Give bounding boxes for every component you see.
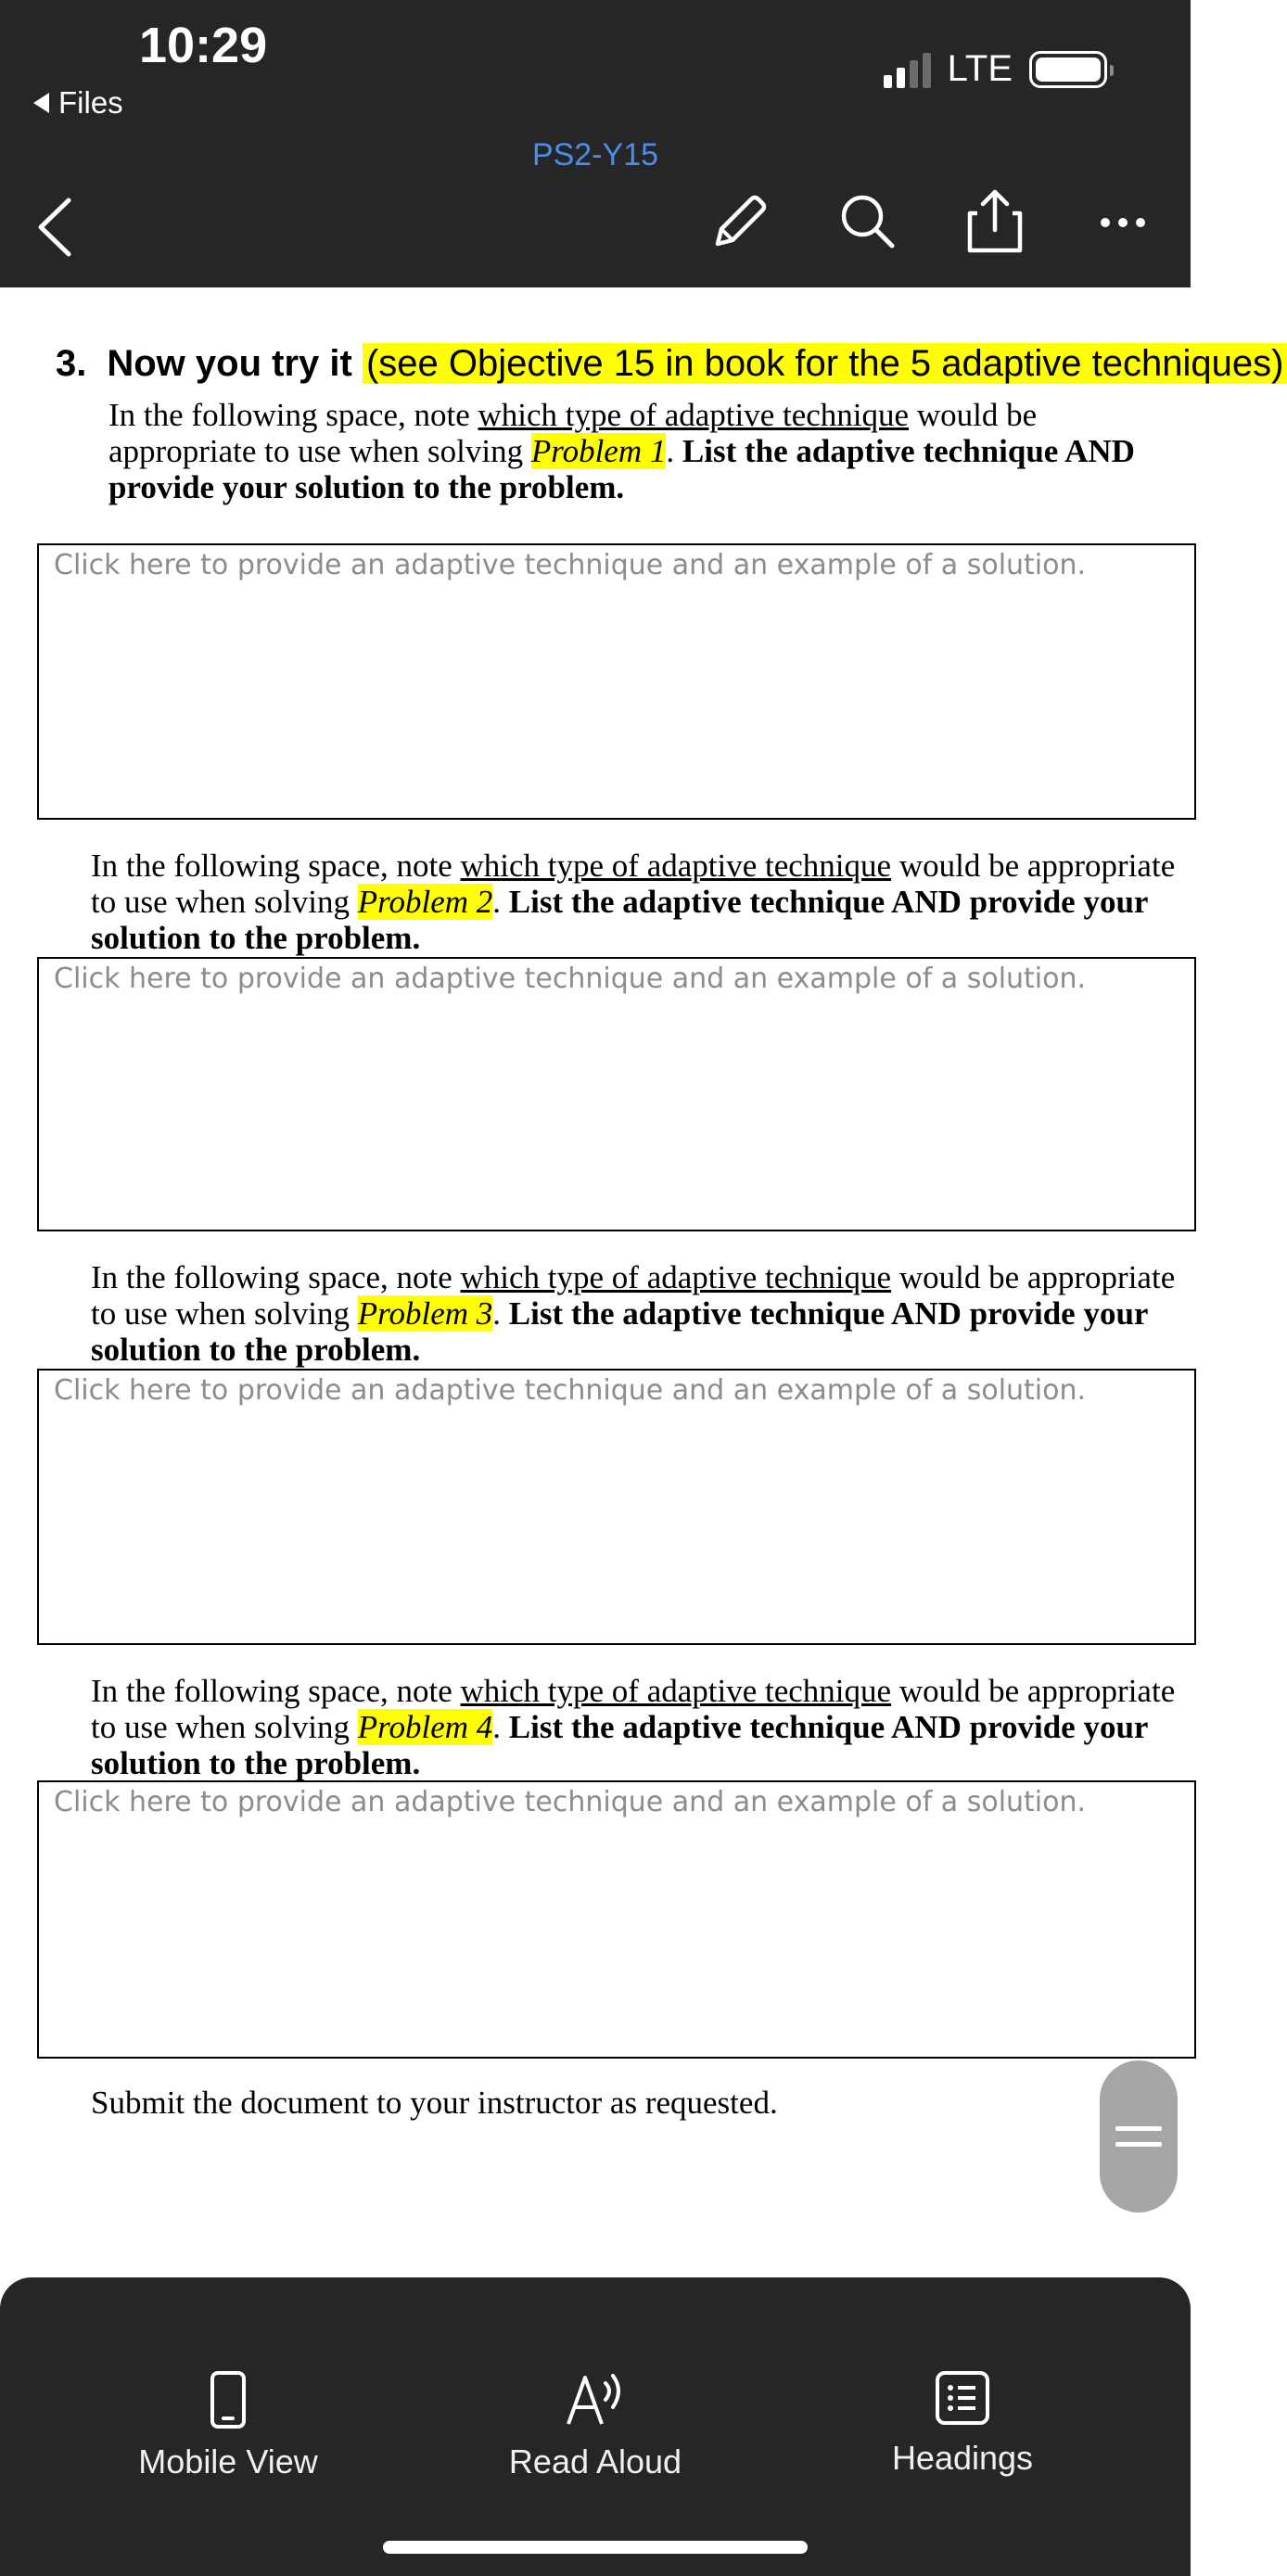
document-page	[0, 287, 1284, 2281]
read-aloud-icon	[563, 2370, 628, 2429]
headings-label: Headings	[891, 2439, 1034, 2477]
prompt-paragraph: In the following space, note which type of adaptive technique would be appropriate to use when solving Problem 2. List the adaptive technique AND provide your solution to the problem.	[91, 848, 1176, 956]
prompt-paragraph: In the following space, note which type of adaptive technique would be appropriate to use when solving Problem 1. List the adaptive technique AND provide your solution to the problem.	[108, 397, 1135, 505]
mobile-view-button[interactable]	[80, 2370, 376, 2481]
bottom-toolbar	[0, 2277, 1191, 2576]
phone-icon	[210, 2370, 247, 2429]
prompt-paragraph: In the following space, note which type of adaptive technique would be appropriate to use when solving Problem 3. List the adaptive technique AND provide your solution to the problem.	[91, 1259, 1176, 1368]
search-icon[interactable]	[836, 190, 898, 251]
answer-field[interactable]	[37, 1369, 1196, 1645]
read-aloud-label: Read Aloud	[508, 2442, 682, 2480]
back-to-files-link[interactable]	[33, 85, 123, 121]
pencil-icon[interactable]	[708, 190, 771, 253]
battery-icon	[1029, 51, 1107, 88]
document-title: PS2-Y15	[531, 137, 659, 172]
question-note: (see Objective 15 in book for the 5 adaptive techniques)	[363, 343, 1287, 384]
mobile-view-label: Mobile View	[138, 2442, 318, 2480]
answer-placeholder: Click here to provide an adaptive technique and an example of a solution.	[54, 963, 1087, 995]
question-number: 3.	[56, 343, 87, 384]
answer-field[interactable]	[37, 957, 1196, 1231]
back-triangle-icon	[33, 93, 49, 113]
network-type: LTE	[947, 48, 1013, 89]
answer-field[interactable]	[37, 1780, 1196, 2059]
question-heading	[56, 343, 1287, 385]
answer-field[interactable]	[37, 543, 1196, 820]
home-indicator[interactable]	[383, 2541, 808, 2554]
more-icon[interactable]	[1098, 213, 1148, 232]
closing-instruction: Submit the document to your instructor as requested.	[91, 2085, 778, 2121]
question-title: Now you try it	[107, 343, 352, 384]
answer-placeholder: Click here to provide an adaptive technique and an example of a solution.	[54, 549, 1087, 581]
read-aloud-button[interactable]	[447, 2370, 744, 2481]
chevron-left-icon[interactable]	[32, 195, 78, 260]
status-indicators	[884, 48, 1107, 90]
cellular-signal-icon	[884, 51, 931, 88]
back-app-label: Files	[58, 85, 123, 120]
share-icon[interactable]	[964, 185, 1026, 256]
headings-button[interactable]	[814, 2370, 1111, 2478]
answer-placeholder: Click here to provide an adaptive technique and an example of a solution.	[54, 1786, 1087, 1818]
status-time: 10:29	[139, 18, 268, 73]
headings-list-icon	[935, 2370, 990, 2426]
scroll-handle[interactable]	[1100, 2060, 1178, 2213]
answer-placeholder: Click here to provide an adaptive technique and an example of a solution.	[54, 1374, 1087, 1407]
top-bar	[0, 0, 1191, 287]
prompt-paragraph: In the following space, note which type of adaptive technique would be appropriate to use when solving Problem 4. List the adaptive technique AND provide your solution to the problem.	[91, 1673, 1176, 1781]
